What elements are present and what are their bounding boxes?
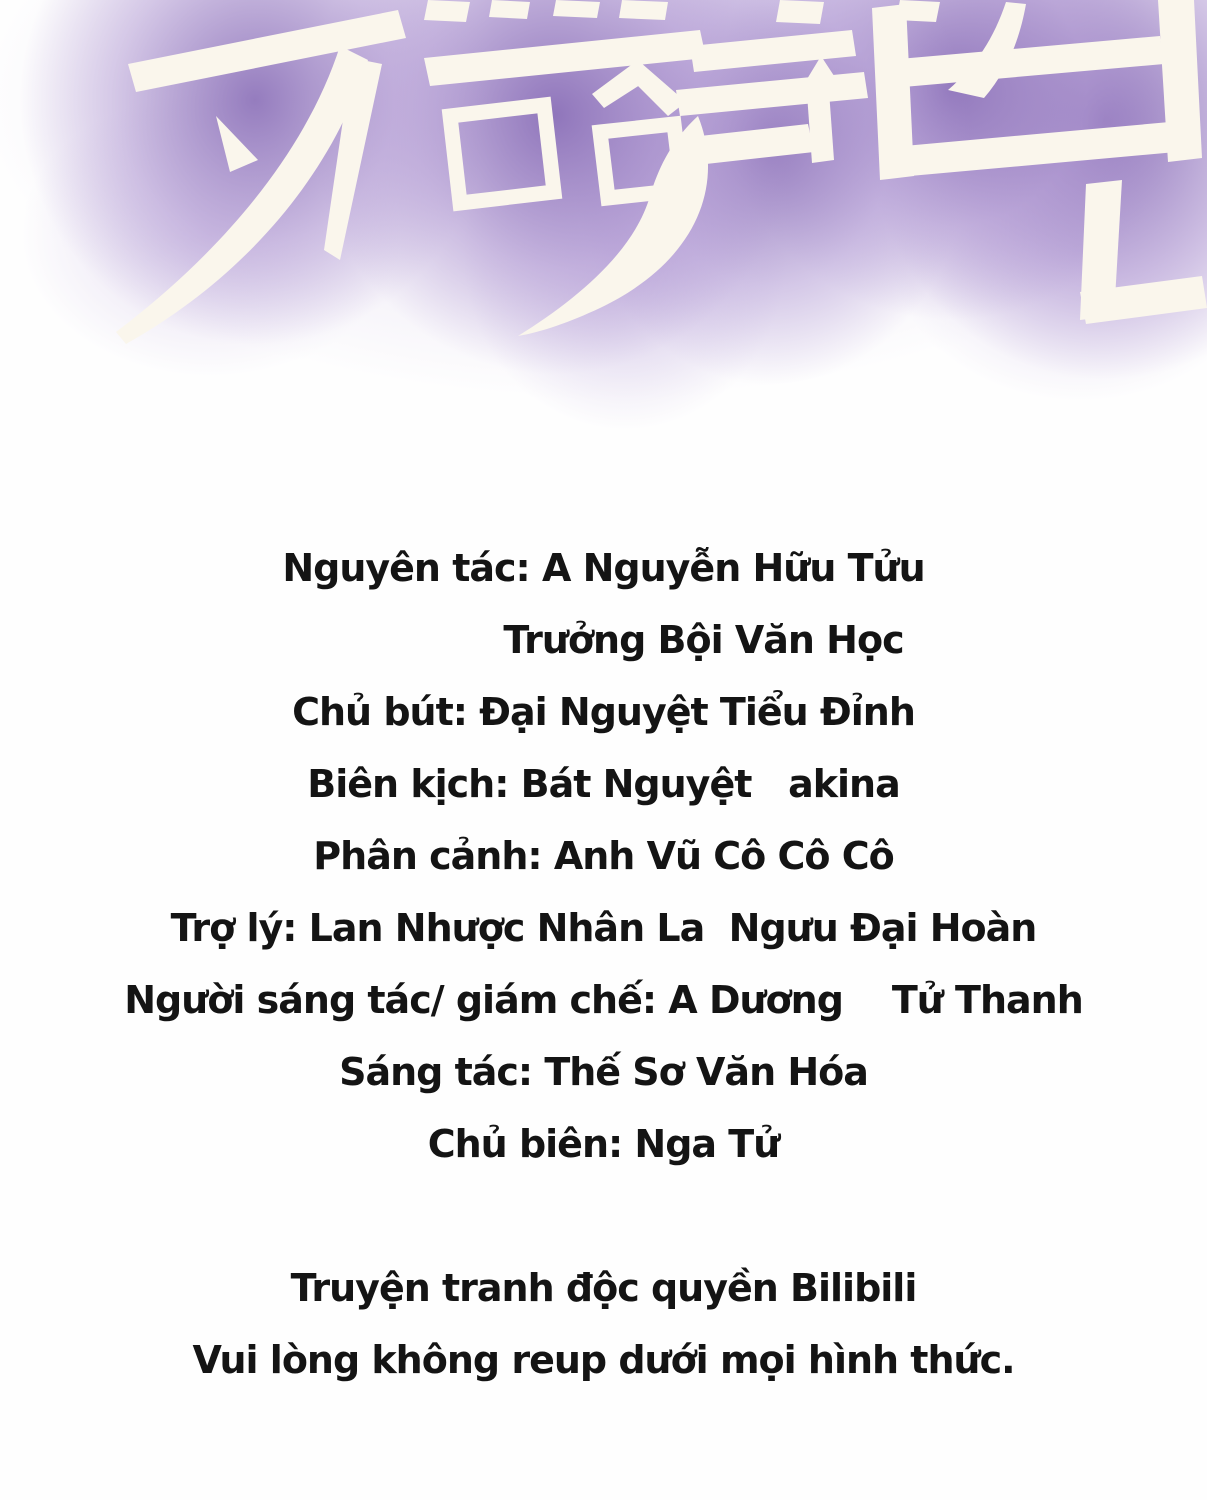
- credit-line-assistant: Trợ lý: Lan Nhược Nhân La Ngưu Đại Hoàn: [170, 906, 1037, 950]
- title-calligraphy-strokes: [0, 0, 1207, 430]
- credits-block: [0, 532, 1207, 1180]
- credit-line-studio: Sáng tác: Thế Sơ Văn Hóa: [339, 1050, 868, 1094]
- credit-line-editor: Chủ biên: Nga Tử: [427, 1122, 780, 1166]
- footer-notice: [0, 1252, 1207, 1396]
- credit-line-chief-writer: Chủ bút: Đại Nguyệt Tiểu Đỉnh: [292, 690, 915, 734]
- credit-line-original-author-2: Trưởng Bội Văn Học: [503, 618, 904, 662]
- credit-line-original-author: Nguyên tác: A Nguyễn Hữu Tửu: [282, 546, 925, 590]
- title-artwork: [0, 0, 1207, 430]
- footer-exclusive-line: Truyện tranh độc quyền Bilibili: [290, 1266, 917, 1310]
- footer-no-reup-line: Vui lòng không reup dưới mọi hình thức.: [192, 1338, 1015, 1382]
- credit-line-screenwriter: Biên kịch: Bát Nguyệt akina: [307, 762, 900, 806]
- credit-line-storyboard: Phân cảnh: Anh Vũ Cô Cô Cô: [313, 834, 894, 878]
- credit-line-creator-producer: Người sáng tác/ giám chế: A Dương Tử Thanh: [124, 978, 1083, 1022]
